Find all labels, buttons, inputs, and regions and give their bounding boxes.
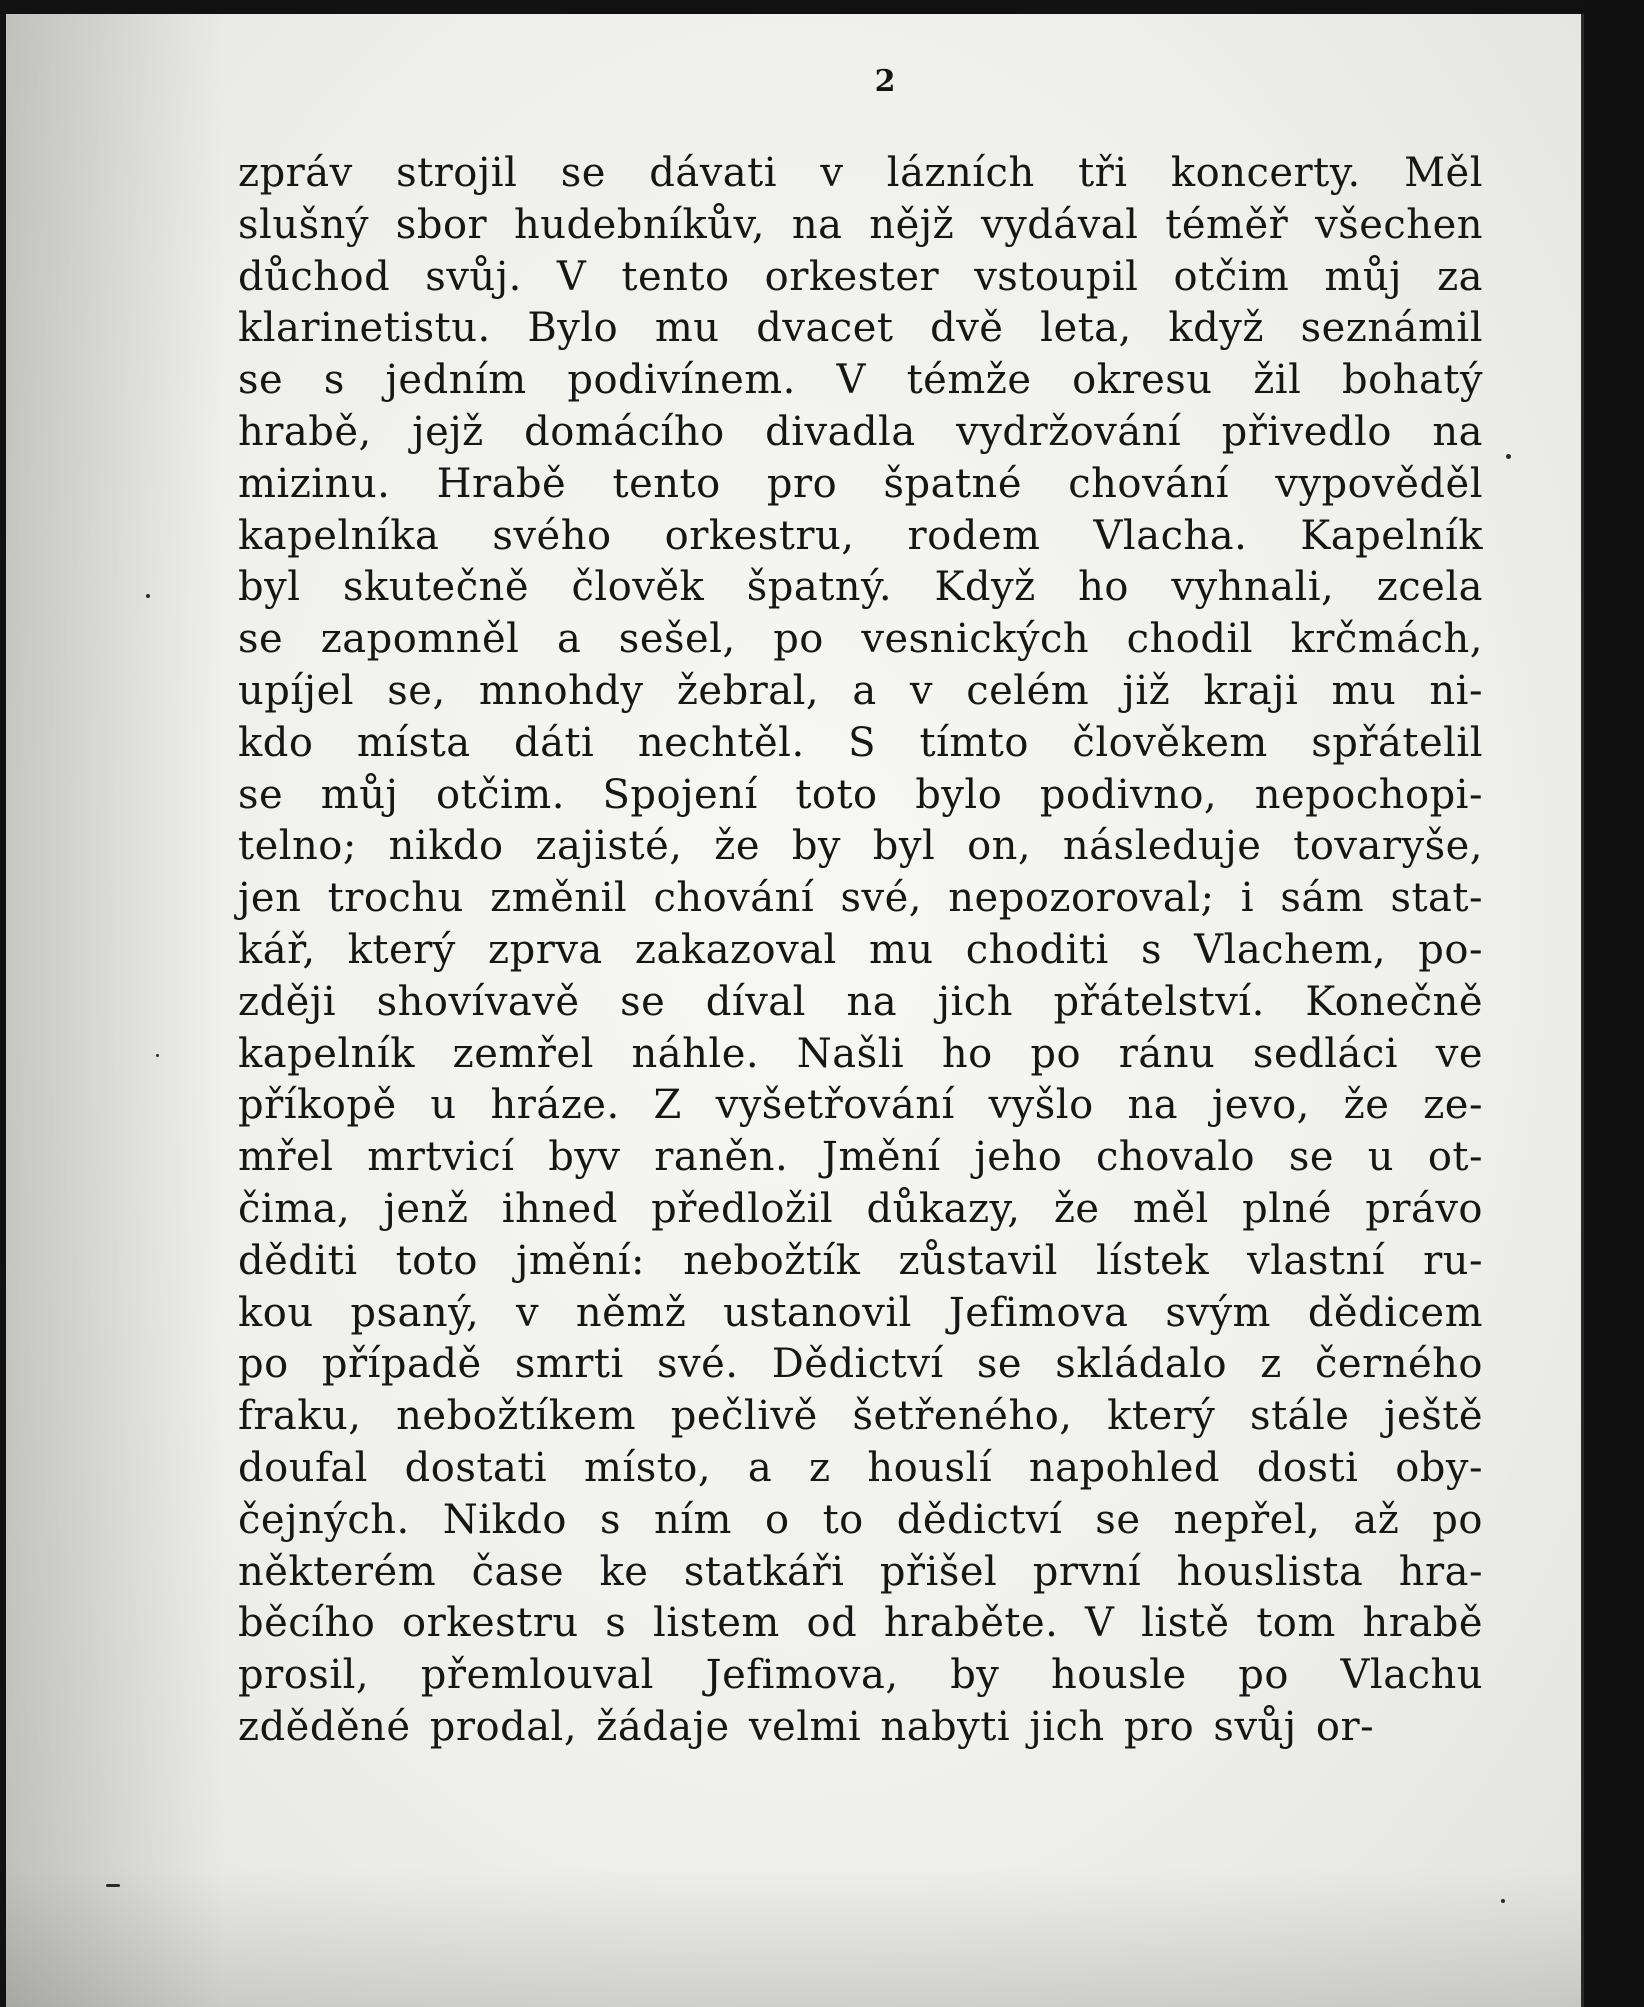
ink-speck xyxy=(1501,1899,1505,1903)
text-line: po případě smrti své. Dědictví se skládalo z černého xyxy=(238,1341,1483,1388)
text-line: zději shovívavě se díval na jich přátelství. Konečně xyxy=(238,978,1483,1025)
text-line: důchod svůj. V tento orkester vstoupil otčim můj za xyxy=(238,253,1483,300)
text-line: kdo místa dáti nechtěl. S tímto člověkem spřátelil xyxy=(238,719,1483,766)
text-line: zděděné prodal, žádaje velmi nabyti jich pro svůj or- xyxy=(238,1703,1375,1750)
text-line: jen trochu změnil chování své, nepozoroval; i sám stat- xyxy=(238,875,1483,922)
text-line: se můj otčim. Spojení toto bylo podivno, nepochopi- xyxy=(238,771,1483,818)
text-line: hrabě, jejž domácího divadla vydržování přivedlo na xyxy=(238,408,1483,455)
text-line: telno; nikdo zajisté, že by byl on, následuje tovaryše, xyxy=(238,823,1483,870)
text-line: mizinu. Hrabě tento pro špatné chování vypověděl xyxy=(238,460,1483,507)
text-line: kapelník zemřel náhle. Našli ho po ránu sedláci ve xyxy=(238,1030,1483,1077)
text-line: prosil, přemlouval Jefimova, by housle po Vlachu xyxy=(238,1652,1483,1699)
text-line: mřel mrtvicí byv raněn. Jmění jeho chovalo se u ot- xyxy=(238,1134,1483,1181)
ink-speck xyxy=(106,1884,120,1887)
page-shadow-left xyxy=(6,14,226,2007)
text-line: kou psaný, v němž ustanovil Jefimova svým dědicem xyxy=(238,1289,1483,1336)
text-line: fraku, nebožtíkem pečlivě šetřeného, který stále ještě xyxy=(238,1393,1483,1440)
ink-speck xyxy=(1506,454,1511,459)
page-shadow-bottom xyxy=(6,1867,1584,2007)
text-line: kář, který zprva zakazoval mu choditi s Vlachem, po- xyxy=(238,926,1483,973)
ink-speck xyxy=(146,594,150,598)
text-line: byl skutečně člověk špatný. Když ho vyhnali, zcela xyxy=(238,564,1483,611)
body-text xyxy=(238,148,1483,1754)
text-line: čima, jenž ihned předložil důkazy, že měl plné právo xyxy=(238,1185,1483,1232)
ink-speck xyxy=(156,1054,159,1057)
text-line: klarinetistu. Bylo mu dvacet dvě leta, když seznámil xyxy=(238,305,1483,352)
text-line: běcího orkestru s listem od hraběte. V listě tom hrabě xyxy=(238,1600,1483,1647)
text-line: se zapomněl a sešel, po vesnických chodil krčmách, xyxy=(238,616,1483,663)
text-line: zpráv strojil se dávati v lázních tři koncerty. Měl xyxy=(238,150,1483,196)
text-line: se s jedním podivínem. V témže okresu žil bohatý xyxy=(238,357,1483,404)
text-line: čejných. Nikdo s ním o to dědictví se nepřel, až po xyxy=(238,1496,1483,1543)
text-line: doufal dostati místo, a z houslí napohled dosti oby- xyxy=(238,1444,1483,1491)
text-line: upíjel se, mnohdy žebral, a v celém již kraji mu ni- xyxy=(238,667,1483,714)
page-number: 2 xyxy=(874,64,896,99)
text-line: kapelníka svého orkestru, rodem Vlacha. Kapelník xyxy=(238,512,1483,559)
text-line: slušný sbor hudebníkův, na nějž vydával téměř všechen xyxy=(238,201,1483,248)
text-line: děditi toto jmění: nebožtík zůstavil lístek vlastní ru- xyxy=(238,1237,1483,1284)
text-line: některém čase ke statkáři přišel první houslista hra- xyxy=(238,1548,1483,1595)
scan-border-right xyxy=(1584,0,1644,2007)
text-line: příkopě u hráze. Z vyšetřování vyšlo na jevo, že ze- xyxy=(238,1082,1483,1129)
